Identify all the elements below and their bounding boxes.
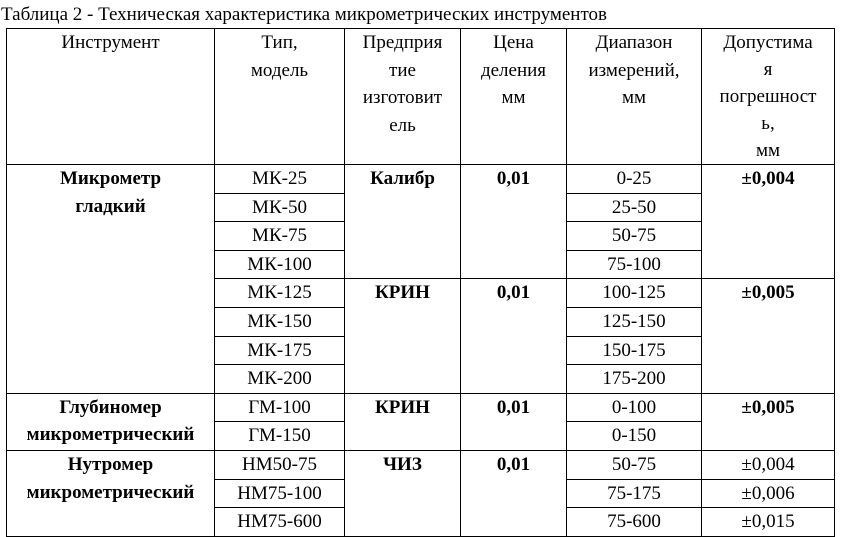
range-cell: 75-600 (567, 508, 702, 537)
range-cell: 25-50 (567, 193, 702, 222)
range-cell: 150-175 (567, 336, 702, 365)
division-cell: 0,01 (461, 165, 567, 279)
maker-cell: Калибр (345, 165, 461, 279)
division-cell: 0,01 (461, 450, 567, 536)
model-cell: МК-25 (215, 165, 345, 194)
range-cell: 0-100 (567, 393, 702, 422)
range-cell: 100-125 (567, 279, 702, 308)
range-cell: 175-200 (567, 365, 702, 394)
error-cell: ±0,005 (702, 393, 835, 450)
model-cell: НМ75-100 (215, 479, 345, 508)
range-cell: 50-75 (567, 222, 702, 251)
header-error: Допустима я погрешност ь, мм (702, 29, 835, 165)
model-cell: МК-150 (215, 307, 345, 336)
range-cell: 50-75 (567, 450, 702, 479)
range-cell: 75-100 (567, 250, 702, 279)
model-cell: НМ50-75 (215, 450, 345, 479)
spec-table (6, 28, 835, 537)
header-instrument: Инструмент (7, 29, 215, 165)
division-cell: 0,01 (461, 393, 567, 450)
maker-cell: КРИН (345, 393, 461, 450)
header-maker: Предприя тие изготовит ель (345, 29, 461, 165)
model-cell: МК-125 (215, 279, 345, 308)
table-caption: Таблица 2 - Техническая характеристика микрометрических инструментов (1, 4, 607, 25)
model-cell: МК-200 (215, 365, 345, 394)
error-cell: ±0,005 (702, 279, 835, 393)
error-cell: ±0,004 (702, 165, 835, 279)
error-cell: ±0,004 (702, 450, 835, 479)
header-range: Диапазон измерений, мм (567, 29, 702, 165)
table-row (7, 450, 835, 479)
instrument-bore-gauge: Нутромер микрометрический (7, 450, 215, 536)
header-row (7, 29, 835, 165)
maker-cell: ЧИЗ (345, 450, 461, 536)
division-cell: 0,01 (461, 279, 567, 393)
range-cell: 125-150 (567, 307, 702, 336)
header-type: Тип, модель (215, 29, 345, 165)
header-division: Цена деления мм (461, 29, 567, 165)
error-cell: ±0,015 (702, 508, 835, 537)
model-cell: НМ75-600 (215, 508, 345, 537)
table-row (7, 393, 835, 422)
maker-cell: КРИН (345, 279, 461, 393)
model-cell: МК-75 (215, 222, 345, 251)
instrument-depth-gauge: Глубиномер микрометрический (7, 393, 215, 450)
model-cell: ГМ-100 (215, 393, 345, 422)
model-cell: МК-175 (215, 336, 345, 365)
instrument-micrometer: Микрометр гладкий (7, 165, 215, 394)
range-cell: 75-175 (567, 479, 702, 508)
range-cell: 0-25 (567, 165, 702, 194)
table-row (7, 165, 835, 194)
model-cell: МК-50 (215, 193, 345, 222)
error-cell: ±0,006 (702, 479, 835, 508)
model-cell: ГМ-150 (215, 422, 345, 451)
model-cell: МК-100 (215, 250, 345, 279)
range-cell: 0-150 (567, 422, 702, 451)
